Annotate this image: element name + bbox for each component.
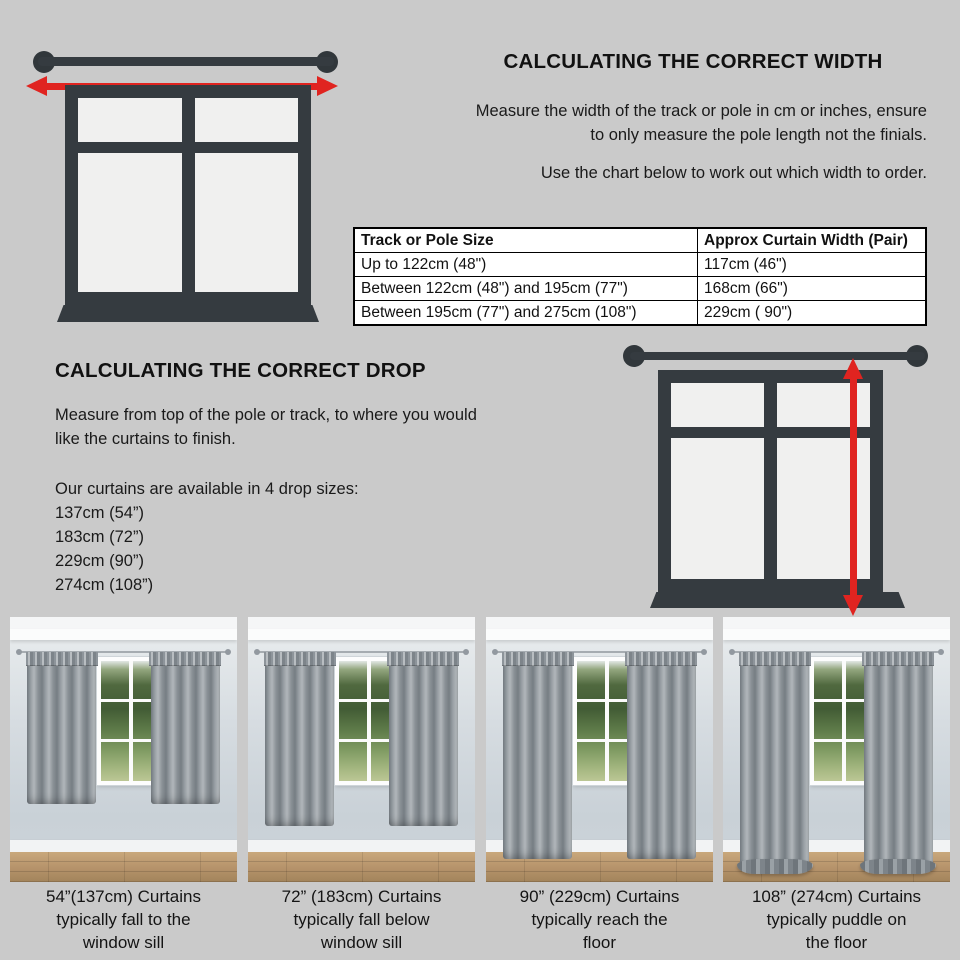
ceiling-strip (248, 617, 475, 629)
caption-line: floor (582, 933, 617, 952)
table-cell: 117cm (46") (698, 253, 927, 277)
photo-caption-90in (486, 885, 713, 954)
drop-size-item: 274cm (108”) (55, 576, 154, 594)
curtain-photo-108in (723, 617, 950, 882)
window-pane (195, 98, 299, 142)
photo-caption-54in (10, 885, 237, 954)
drop-instructions (55, 403, 477, 451)
table-row (354, 253, 926, 277)
caption-line: window sill (82, 933, 165, 952)
drop-section-title: CALCULATING THE CORRECT DROP (55, 359, 426, 382)
chart-hint-text: Use the chart below to work out which width to order. (540, 164, 927, 182)
wood-floor (248, 852, 475, 882)
crown-molding (10, 629, 237, 640)
table-cell: 229cm ( 90") (698, 301, 927, 326)
caption-line: window sill (320, 933, 403, 952)
drop-size-item: 137cm (54”) (55, 504, 144, 522)
drop-arrow-icon (842, 358, 864, 616)
width-section-title: CALCULATING THE CORRECT WIDTH (503, 50, 883, 73)
caption-line: the floor (805, 933, 868, 952)
table-cell: Up to 122cm (48") (354, 253, 698, 277)
caption-line: typically puddle on (766, 910, 907, 929)
caption-line: 54”(137cm) Curtains (46, 887, 201, 906)
curtain-pole-graphic (630, 352, 925, 360)
caption-line: 72” (183cm) Curtains (281, 887, 442, 906)
window-pane (195, 153, 299, 292)
drop-sizes-list (55, 501, 153, 597)
curtain-left-panel (740, 652, 809, 871)
window-pane (78, 153, 182, 292)
table-cell: Between 195cm (77") and 275cm (108") (354, 301, 698, 326)
table-row (354, 301, 926, 326)
crown-molding (723, 629, 950, 640)
glazing-bar (129, 661, 133, 782)
glazing-bar (367, 661, 371, 782)
drop-sizes-intro: Our curtains are available in 4 drop sizes: (55, 480, 359, 498)
arrow-left-head (26, 76, 47, 96)
table-header-track: Track or Pole Size (354, 228, 698, 253)
arrow-up-head (843, 358, 863, 379)
arrow-right-head (317, 76, 338, 96)
window-sill (57, 305, 319, 322)
baseboard (248, 840, 475, 852)
table-header-width: Approx Curtain Width (Pair) (698, 228, 927, 253)
width-instructions-line: Measure the width of the track or pole in cm or inches, ensure (475, 102, 927, 120)
table-row (354, 277, 926, 301)
window-sill (650, 592, 905, 608)
table-cell: 168cm (66") (698, 277, 927, 301)
crown-molding (486, 629, 713, 640)
wood-floor (10, 852, 237, 882)
caption-line: typically fall below (293, 910, 430, 929)
curtain-left-panel (503, 652, 572, 859)
curtain-photo-72in (248, 617, 475, 882)
crown-molding (248, 629, 475, 640)
drop-instructions-line: like the curtains to finish. (55, 430, 236, 448)
size-chart-table (353, 227, 927, 326)
glazing-bar (605, 661, 609, 782)
ceiling-strip (486, 617, 713, 629)
curtain-right-panel (627, 652, 696, 859)
drop-measure-illustration (618, 343, 948, 618)
arrow-down-head (843, 595, 863, 616)
curtain-right-panel (389, 652, 458, 826)
caption-line: 90” (229cm) Curtains (519, 887, 680, 906)
ceiling-strip (10, 617, 237, 629)
window-graphic (65, 85, 311, 305)
width-instructions (476, 99, 927, 147)
table-cell: Between 122cm (48") and 195cm (77") (354, 277, 698, 301)
caption-line: typically fall to the (56, 910, 191, 929)
caption-line: 108” (274cm) Curtains (751, 887, 922, 906)
glazing-bar (842, 661, 846, 782)
table-header-row (354, 228, 926, 253)
curtain-right-panel (864, 652, 933, 871)
window-pane (671, 438, 764, 579)
caption-line: typically reach the (531, 910, 668, 929)
arrow-shaft (850, 379, 857, 595)
photo-caption-108in (723, 885, 950, 954)
window-pane (671, 383, 764, 427)
curtain-left-panel (265, 652, 334, 826)
curtain-photo-54in (10, 617, 237, 882)
baseboard (10, 840, 237, 852)
curtain-right-panel (151, 652, 220, 804)
curtain-pole-graphic (38, 57, 334, 66)
width-instructions-line: to only measure the pole length not the finials. (590, 126, 927, 144)
drop-instructions-line: Measure from top of the pole or track, to where you would (55, 406, 477, 424)
window-pane (78, 98, 182, 142)
curtain-photo-90in (486, 617, 713, 882)
curtain-left-panel (27, 652, 96, 804)
drop-size-item: 229cm (90”) (55, 552, 144, 570)
photo-caption-72in (248, 885, 475, 954)
drop-size-item: 183cm (72”) (55, 528, 144, 546)
ceiling-strip (723, 617, 950, 629)
width-measure-illustration (20, 44, 342, 326)
